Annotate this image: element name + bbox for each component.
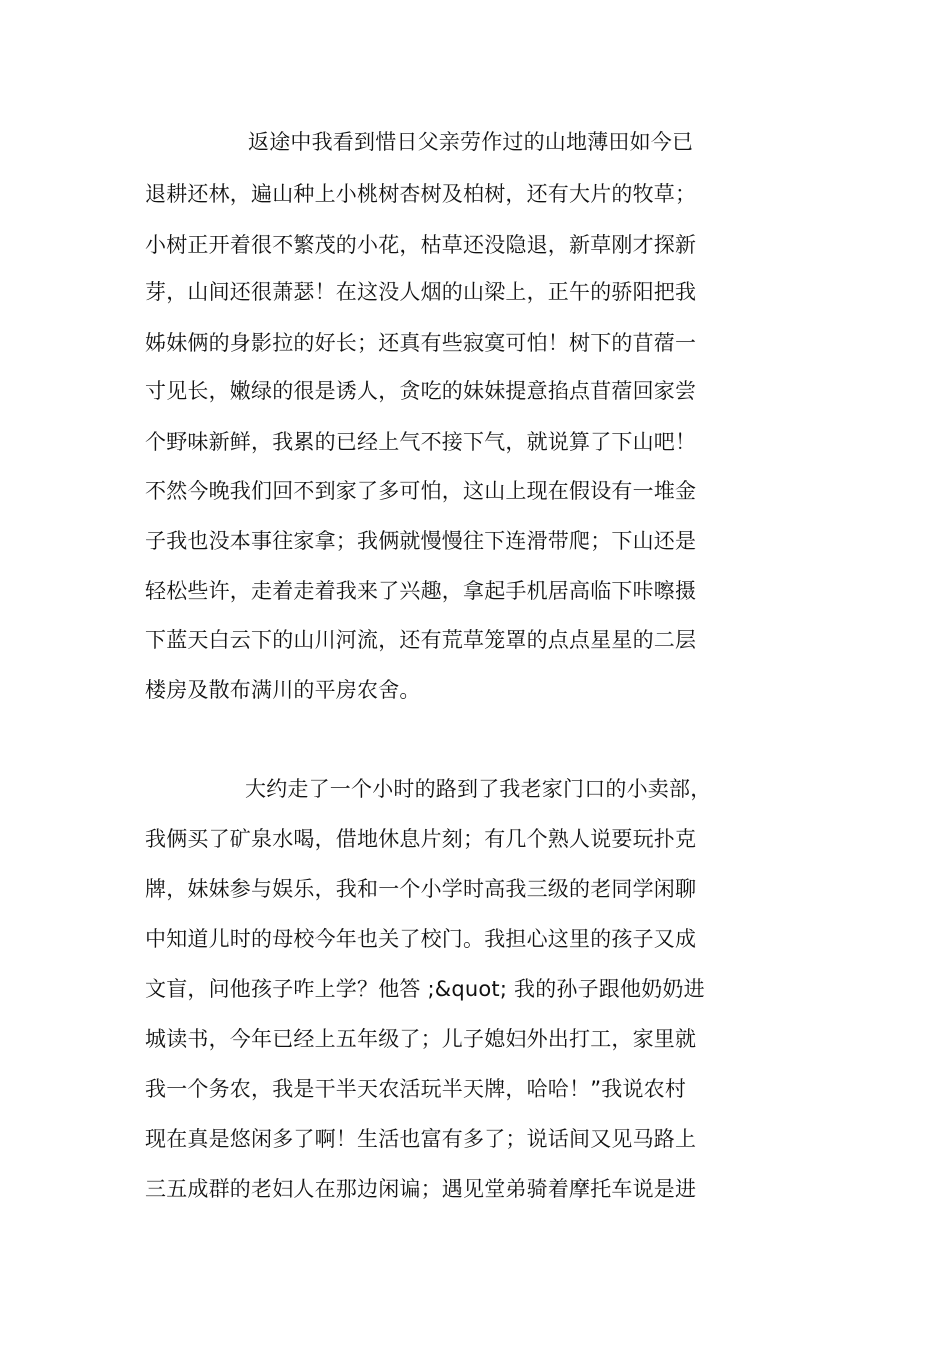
text-line: 芽，山间还很萧瑟！在这没人烟的山梁上，正午的骄阳把我 [145, 280, 697, 304]
text-line: 楼房及散布满川的平房农舍。 [145, 678, 421, 702]
text-line: 返途中我看到惜日父亲劳作过的山地薄田如今已 [248, 130, 694, 154]
text-line: 不然今晚我们回不到家了多可怕，这山上现在假设有一堆金 [145, 479, 697, 503]
text-line: 大约走了一个小时的路到了我老家门口的小卖部， [245, 777, 712, 801]
text-line: 轻松些许，走着走着我来了兴趣，拿起手机居高临下咔嚓摄 [145, 579, 697, 603]
text-line: 文盲，问他孩子咋上学？他答 ;&quot; 我的孙子跟他奶奶进 [145, 977, 705, 1001]
text-line: 子我也没本事往家拿；我俩就慢慢往下连滑带爬；下山还是 [145, 529, 697, 553]
text-line: 我俩买了矿泉水喝，借地休息片刻；有几个熟人说要玩扑克 [145, 827, 697, 851]
text-line: 下蓝天白云下的山川河流，还有荒草笼罩的点点星星的二层 [145, 628, 697, 652]
text-line: 三五成群的老妇人在那边闲谝；遇见堂弟骑着摩托车说是进 [145, 1177, 697, 1201]
text-line: 城读书，今年已经上五年级了；儿子媳妇外出打工，家里就 [145, 1027, 697, 1051]
text-line: 小树正开着很不繁茂的小花，枯草还没隐退，新草刚才探新 [145, 233, 697, 257]
text-line: 我一个务农，我是干半天农活玩半天牌，哈哈！”我说农村 [145, 1077, 687, 1101]
text-line: 退耕还林，遍山种上小桃树杏树及柏树，还有大片的牧草； [145, 182, 697, 206]
text-line: 姊妹俩的身影拉的好长；还真有些寂寞可怕！树下的苜蓿一 [145, 331, 697, 355]
text-line: 个野味新鲜，我累的已经上气不接下气，就说算了下山吧！ [145, 430, 697, 454]
text-line: 寸见长，嫩绿的很是诱人，贪吃的妹妹提意掐点苜蓿回家尝 [145, 379, 697, 403]
text-line: 中知道儿时的母校今年也关了校门。我担心这里的孩子又成 [145, 927, 697, 951]
text-line: 牌，妹妹参与娱乐，我和一个小学时高我三级的老同学闲聊 [145, 877, 697, 901]
text-line: 现在真是悠闲多了啊！生活也富有多了；说话间又见马路上 [145, 1127, 697, 1151]
